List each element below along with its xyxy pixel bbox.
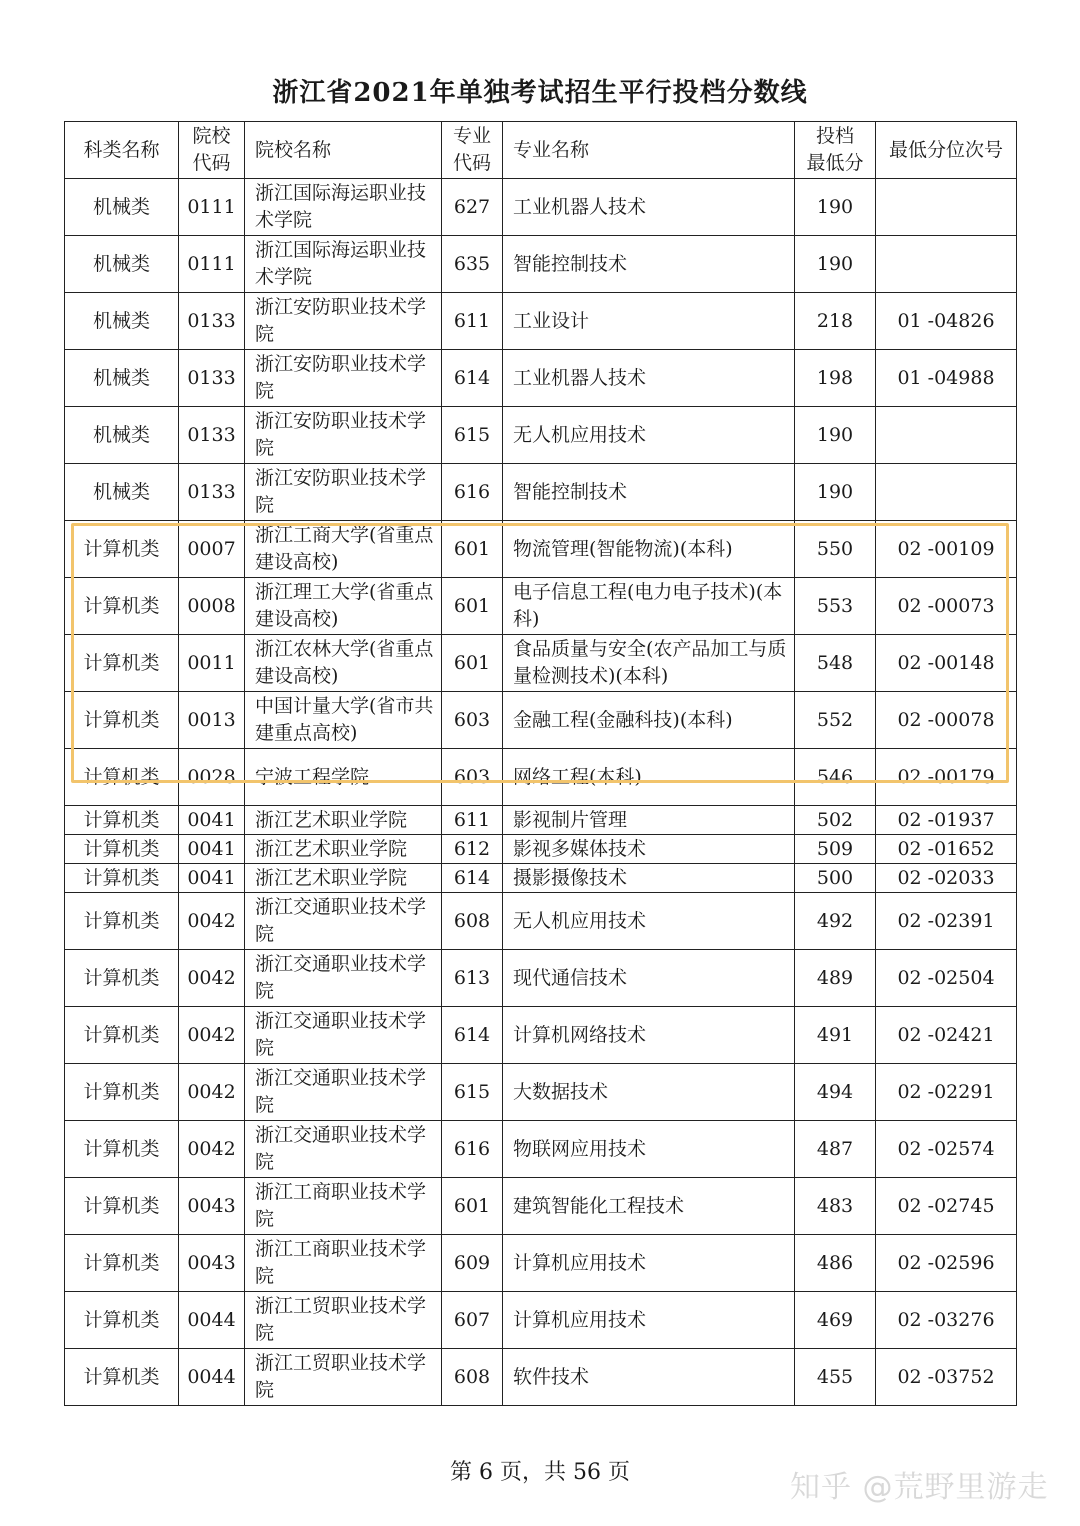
- header-major-name: 专业名称: [503, 122, 795, 179]
- cell-min-rank: 01 -04988: [876, 350, 1017, 407]
- cell-major-code: 612: [442, 835, 503, 864]
- cell-school-name: 浙江工贸职业技术学院: [245, 1349, 442, 1406]
- cell-major-code: 608: [442, 893, 503, 950]
- cell-school-code: 0044: [179, 1292, 245, 1349]
- cell-min-rank: 02 -00078: [876, 692, 1017, 749]
- cell-major-name: 网络工程(本科): [503, 749, 795, 806]
- cell-major-name: 物联网应用技术: [503, 1121, 795, 1178]
- cell-school-code: 0042: [179, 950, 245, 1007]
- cell-school-code: 0044: [179, 1349, 245, 1406]
- cell-min-rank: 02 -00109: [876, 521, 1017, 578]
- cell-min-score: 492: [795, 893, 876, 950]
- cell-school-code: 0007: [179, 521, 245, 578]
- cell-school-name: 浙江工贸职业技术学院: [245, 1292, 442, 1349]
- cell-major-code: 614: [442, 1007, 503, 1064]
- cell-major-name: 智能控制技术: [503, 464, 795, 521]
- header-major-code: 专业 代码: [442, 122, 503, 179]
- cell-min-rank: 02 -02596: [876, 1235, 1017, 1292]
- table-row: [65, 806, 1017, 835]
- cell-major-code: 609: [442, 1235, 503, 1292]
- cell-min-score: 469: [795, 1292, 876, 1349]
- cell-school-code: 0043: [179, 1178, 245, 1235]
- watermark: 知乎 @荒野里游走: [790, 1470, 1049, 1505]
- cell-category: 计算机类: [65, 1121, 179, 1178]
- cell-min-rank: 02 -02291: [876, 1064, 1017, 1121]
- cell-major-code: 601: [442, 1178, 503, 1235]
- cell-min-score: 486: [795, 1235, 876, 1292]
- cell-min-rank: 02 -03752: [876, 1349, 1017, 1406]
- cell-min-score: 455: [795, 1349, 876, 1406]
- cell-major-code: 601: [442, 521, 503, 578]
- table-row: [65, 835, 1017, 864]
- cell-category: 计算机类: [65, 893, 179, 950]
- cell-school-code: 0042: [179, 1007, 245, 1064]
- table-row: [65, 407, 1017, 464]
- cell-school-code: 0013: [179, 692, 245, 749]
- cell-major-name: 计算机应用技术: [503, 1292, 795, 1349]
- cell-min-rank: 02 -02421: [876, 1007, 1017, 1064]
- table-row: [65, 1349, 1017, 1406]
- cell-major-code: 611: [442, 293, 503, 350]
- cell-major-code: 635: [442, 236, 503, 293]
- cell-min-score: 500: [795, 864, 876, 893]
- header-min-rank: 最低分位次号: [876, 122, 1017, 179]
- cell-min-rank: [876, 236, 1017, 293]
- cell-school-name: 浙江安防职业技术学院: [245, 350, 442, 407]
- cell-school-code: 0111: [179, 179, 245, 236]
- cell-category: 计算机类: [65, 692, 179, 749]
- cell-min-score: 550: [795, 521, 876, 578]
- cell-school-code: 0008: [179, 578, 245, 635]
- cell-school-name: 浙江安防职业技术学院: [245, 293, 442, 350]
- cell-major-name: 智能控制技术: [503, 236, 795, 293]
- cell-category: 机械类: [65, 350, 179, 407]
- cell-category: 计算机类: [65, 1292, 179, 1349]
- cell-category: 计算机类: [65, 1064, 179, 1121]
- table-row: [65, 236, 1017, 293]
- cell-major-name: 电子信息工程(电力电子技术)(本科): [503, 578, 795, 635]
- cell-major-name: 计算机网络技术: [503, 1007, 795, 1064]
- cell-school-code: 0041: [179, 835, 245, 864]
- cell-min-score: 190: [795, 464, 876, 521]
- cell-major-name: 工业机器人技术: [503, 350, 795, 407]
- cell-school-code: 0133: [179, 407, 245, 464]
- cell-category: 计算机类: [65, 1178, 179, 1235]
- cell-min-rank: 02 -01937: [876, 806, 1017, 835]
- cell-school-code: 0042: [179, 893, 245, 950]
- cell-min-score: 552: [795, 692, 876, 749]
- cell-major-name: 物流管理(智能物流)(本科): [503, 521, 795, 578]
- cell-category: 计算机类: [65, 635, 179, 692]
- cell-min-score: 546: [795, 749, 876, 806]
- cell-school-name: 浙江艺术职业学院: [245, 806, 442, 835]
- cell-major-name: 计算机应用技术: [503, 1235, 795, 1292]
- cell-major-name: 摄影摄像技术: [503, 864, 795, 893]
- cell-school-name: 浙江艺术职业学院: [245, 835, 442, 864]
- cell-major-name: 影视制片管理: [503, 806, 795, 835]
- table-row: [65, 950, 1017, 1007]
- cell-min-score: 190: [795, 236, 876, 293]
- cell-min-score: 502: [795, 806, 876, 835]
- cell-major-code: 616: [442, 1121, 503, 1178]
- cell-min-score: 553: [795, 578, 876, 635]
- cell-category: 机械类: [65, 464, 179, 521]
- page-footer: 第 6 页，共 56 页: [450, 1460, 630, 1485]
- cell-min-score: 190: [795, 407, 876, 464]
- cell-school-name: 浙江工商职业技术学院: [245, 1178, 442, 1235]
- cell-min-rank: 02 -01652: [876, 835, 1017, 864]
- cell-major-name: 现代通信技术: [503, 950, 795, 1007]
- cell-major-code: 603: [442, 749, 503, 806]
- cell-min-rank: 02 -03276: [876, 1292, 1017, 1349]
- cell-major-code: 614: [442, 350, 503, 407]
- header-min-score: 投档 最低分: [795, 122, 876, 179]
- cell-major-name: 工业机器人技术: [503, 179, 795, 236]
- score-table: [64, 121, 1017, 1406]
- table-row: [65, 1178, 1017, 1235]
- cell-school-name: 浙江理工大学(省重点建设高校): [245, 578, 442, 635]
- cell-category: 机械类: [65, 293, 179, 350]
- header-school-code: 院校 代码: [179, 122, 245, 179]
- cell-category: 机械类: [65, 236, 179, 293]
- header-school-name: 院校名称: [245, 122, 442, 179]
- table-row: [65, 692, 1017, 749]
- cell-school-name: 浙江农林大学(省重点建设高校): [245, 635, 442, 692]
- cell-category: 机械类: [65, 407, 179, 464]
- cell-school-code: 0041: [179, 806, 245, 835]
- cell-min-rank: 02 -00179: [876, 749, 1017, 806]
- cell-min-rank: 02 -02745: [876, 1178, 1017, 1235]
- cell-min-score: 509: [795, 835, 876, 864]
- cell-category: 计算机类: [65, 806, 179, 835]
- cell-category: 计算机类: [65, 864, 179, 893]
- cell-min-rank: [876, 179, 1017, 236]
- table-row: [65, 521, 1017, 578]
- cell-category: 计算机类: [65, 521, 179, 578]
- table-row: [65, 1007, 1017, 1064]
- cell-school-name: 浙江交通职业技术学院: [245, 950, 442, 1007]
- cell-min-rank: 02 -00148: [876, 635, 1017, 692]
- cell-major-name: 软件技术: [503, 1349, 795, 1406]
- cell-school-code: 0042: [179, 1121, 245, 1178]
- table-row: [65, 293, 1017, 350]
- cell-school-name: 浙江国际海运职业技术学院: [245, 179, 442, 236]
- document-title: 浙江省2021年单独考试招生平行投档分数线: [272, 78, 808, 108]
- table-header-row: [65, 122, 1017, 179]
- cell-major-name: 无人机应用技术: [503, 407, 795, 464]
- cell-major-code: 616: [442, 464, 503, 521]
- cell-school-code: 0133: [179, 293, 245, 350]
- cell-min-rank: [876, 407, 1017, 464]
- cell-school-name: 浙江交通职业技术学院: [245, 893, 442, 950]
- cell-school-code: 0111: [179, 236, 245, 293]
- cell-min-score: 218: [795, 293, 876, 350]
- cell-school-code: 0028: [179, 749, 245, 806]
- cell-school-code: 0133: [179, 350, 245, 407]
- table-row: [65, 864, 1017, 893]
- cell-min-rank: 02 -02574: [876, 1121, 1017, 1178]
- cell-school-name: 浙江安防职业技术学院: [245, 407, 442, 464]
- cell-min-score: 190: [795, 179, 876, 236]
- cell-school-name: 浙江交通职业技术学院: [245, 1007, 442, 1064]
- cell-min-rank: 02 -02033: [876, 864, 1017, 893]
- cell-major-name: 无人机应用技术: [503, 893, 795, 950]
- cell-school-name: 浙江国际海运职业技术学院: [245, 236, 442, 293]
- cell-school-code: 0041: [179, 864, 245, 893]
- cell-min-rank: 02 -02391: [876, 893, 1017, 950]
- cell-category: 计算机类: [65, 578, 179, 635]
- table-row: [65, 578, 1017, 635]
- table-row: [65, 635, 1017, 692]
- cell-min-rank: [876, 464, 1017, 521]
- table-row: [65, 893, 1017, 950]
- cell-school-name: 浙江艺术职业学院: [245, 864, 442, 893]
- cell-min-rank: 02 -00073: [876, 578, 1017, 635]
- cell-min-score: 487: [795, 1121, 876, 1178]
- cell-min-rank: 01 -04826: [876, 293, 1017, 350]
- cell-major-code: 601: [442, 578, 503, 635]
- cell-school-code: 0133: [179, 464, 245, 521]
- cell-major-code: 627: [442, 179, 503, 236]
- cell-min-score: 491: [795, 1007, 876, 1064]
- cell-major-name: 大数据技术: [503, 1064, 795, 1121]
- cell-major-name: 影视多媒体技术: [503, 835, 795, 864]
- cell-major-name: 食品质量与安全(农产品加工与质量检测技术)(本科): [503, 635, 795, 692]
- cell-major-name: 工业设计: [503, 293, 795, 350]
- cell-category: 计算机类: [65, 835, 179, 864]
- cell-school-name: 浙江工商大学(省重点建设高校): [245, 521, 442, 578]
- cell-major-code: 611: [442, 806, 503, 835]
- cell-major-code: 613: [442, 950, 503, 1007]
- table-row: [65, 749, 1017, 806]
- cell-min-score: 494: [795, 1064, 876, 1121]
- cell-category: 计算机类: [65, 1349, 179, 1406]
- cell-min-score: 548: [795, 635, 876, 692]
- table-row: [65, 1292, 1017, 1349]
- cell-major-code: 608: [442, 1349, 503, 1406]
- cell-school-name: 浙江安防职业技术学院: [245, 464, 442, 521]
- cell-school-name: 浙江交通职业技术学院: [245, 1121, 442, 1178]
- cell-major-code: 615: [442, 1064, 503, 1121]
- table-row: [65, 179, 1017, 236]
- cell-school-name: 中国计量大学(省市共建重点高校): [245, 692, 442, 749]
- table-row: [65, 1064, 1017, 1121]
- cell-school-code: 0042: [179, 1064, 245, 1121]
- cell-school-name: 浙江交通职业技术学院: [245, 1064, 442, 1121]
- cell-category: 计算机类: [65, 1007, 179, 1064]
- cell-major-name: 建筑智能化工程技术: [503, 1178, 795, 1235]
- cell-major-code: 615: [442, 407, 503, 464]
- cell-category: 计算机类: [65, 950, 179, 1007]
- cell-min-score: 489: [795, 950, 876, 1007]
- cell-min-rank: 02 -02504: [876, 950, 1017, 1007]
- table-row: [65, 464, 1017, 521]
- header-category: 科类名称: [65, 122, 179, 179]
- cell-category: 计算机类: [65, 749, 179, 806]
- table-row: [65, 1235, 1017, 1292]
- cell-school-name: 浙江工商职业技术学院: [245, 1235, 442, 1292]
- cell-category: 计算机类: [65, 1235, 179, 1292]
- cell-school-name: 宁波工程学院: [245, 749, 442, 806]
- cell-min-score: 198: [795, 350, 876, 407]
- cell-school-code: 0043: [179, 1235, 245, 1292]
- cell-category: 机械类: [65, 179, 179, 236]
- cell-major-code: 603: [442, 692, 503, 749]
- cell-major-code: 614: [442, 864, 503, 893]
- cell-major-code: 607: [442, 1292, 503, 1349]
- table-row: [65, 350, 1017, 407]
- cell-major-code: 601: [442, 635, 503, 692]
- cell-major-name: 金融工程(金融科技)(本科): [503, 692, 795, 749]
- cell-min-score: 483: [795, 1178, 876, 1235]
- cell-school-code: 0011: [179, 635, 245, 692]
- table-row: [65, 1121, 1017, 1178]
